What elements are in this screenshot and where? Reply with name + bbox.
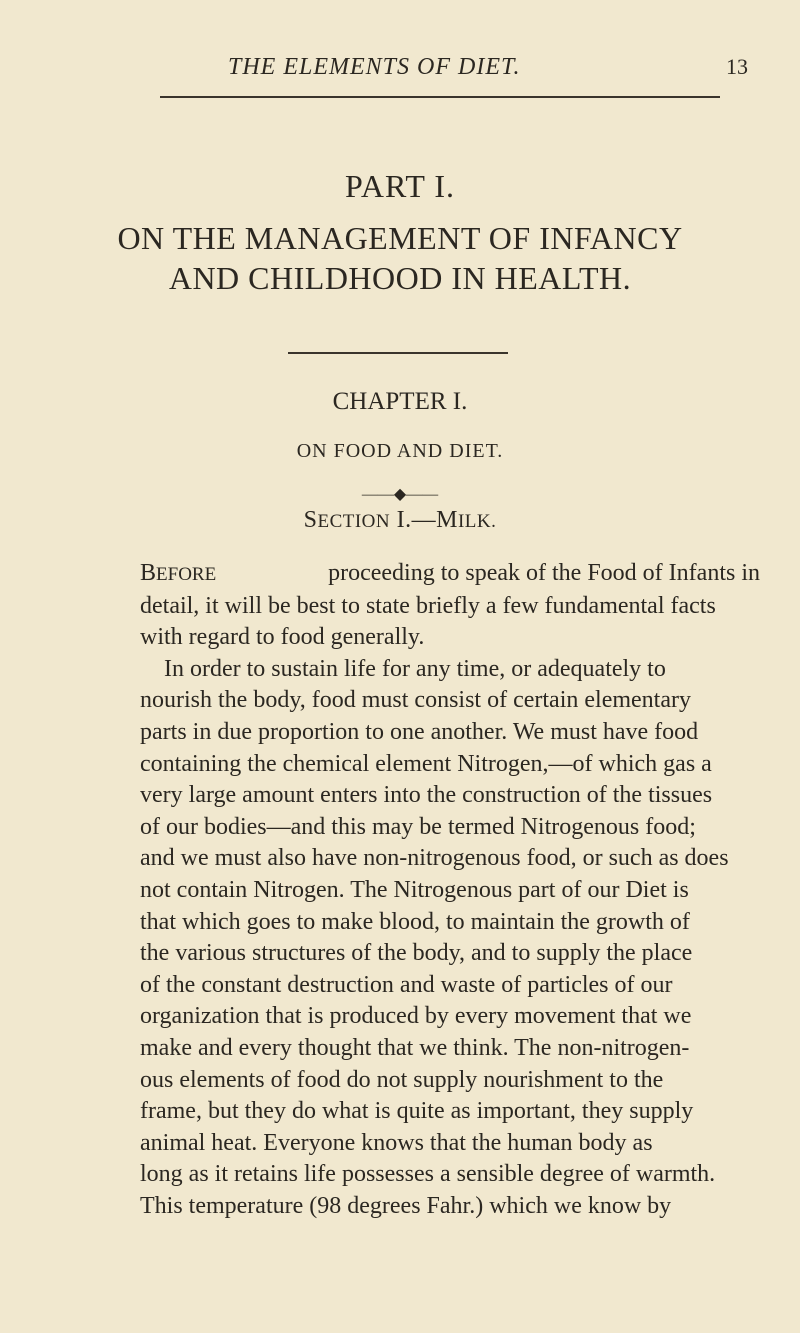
text-line: and we must also have non-nitrogenous food, or such as does bbox=[140, 845, 729, 872]
header-rule bbox=[160, 96, 720, 98]
text-line: of our bodies—and this may be termed Nitrogenous food; bbox=[140, 813, 696, 840]
part-rule bbox=[288, 352, 508, 354]
opening-word-initial: B bbox=[140, 560, 157, 586]
text-line: of the constant destruction and waste of particles of our bbox=[140, 971, 673, 998]
section-heading-word: ECTION bbox=[317, 511, 391, 532]
chapter-heading: CHAPTER I. bbox=[332, 388, 468, 415]
text-line: detail, it will be best to state briefly a few fundamental facts bbox=[140, 592, 716, 619]
body-text bbox=[140, 558, 760, 1222]
text-line: In order to sustain life for any time, or adequately to bbox=[164, 655, 666, 682]
text-line: the various structures of the body, and to supply the place bbox=[140, 940, 693, 967]
text-line: organization that is produced by every movement that we bbox=[140, 1003, 692, 1030]
opening-word-rest: EFORE bbox=[156, 564, 217, 585]
opening-word bbox=[140, 558, 216, 591]
part-title-line-1: ON THE MANAGEMENT OF INFANCY bbox=[117, 220, 683, 256]
section-heading-number: I.—M bbox=[390, 507, 458, 533]
section-heading-tail: ILK. bbox=[457, 511, 497, 532]
text-line: animal heat. Everyone knows that the human body as bbox=[140, 1129, 653, 1156]
text-line: containing the chemical element Nitrogen,—of which gas a bbox=[140, 750, 712, 777]
part-title-line-2: AND CHILDHOOD IN HEALTH. bbox=[168, 260, 632, 296]
text-line: very large amount enters into the construction of the tissues bbox=[140, 782, 713, 809]
text-line: frame, but they do what is quite as important, they supply bbox=[140, 1098, 694, 1125]
text-line: nourish the body, food must consist of certain elementary bbox=[140, 687, 691, 714]
part-heading: PART I. bbox=[344, 168, 455, 204]
running-head bbox=[150, 50, 750, 90]
running-title: THE ELEMENTS OF DIET. bbox=[228, 54, 521, 80]
text-line: with regard to food generally. bbox=[140, 624, 425, 651]
text-line: not contain Nitrogen. The Nitrogenous part of our Diet is bbox=[140, 876, 689, 903]
part-title bbox=[0, 218, 800, 298]
section-heading bbox=[0, 507, 800, 534]
ornament-divider: ——◆—— bbox=[361, 486, 439, 503]
text-line bbox=[140, 558, 760, 591]
text-line: make and every thought that we think. The non-nitrogen- bbox=[140, 1034, 690, 1061]
text-line: ous elements of food do not supply nourishment to the bbox=[140, 1066, 664, 1093]
page-number: 13 bbox=[726, 54, 748, 79]
text-line: that which goes to make blood, to maintain the growth of bbox=[140, 908, 690, 935]
chapter-subtitle: ON FOOD AND DIET. bbox=[296, 440, 504, 462]
text-line-content: proceeding to speak of the Food of Infants in bbox=[322, 560, 760, 586]
text-line: This temperature (98 degrees Fahr.) which we know by bbox=[140, 1192, 672, 1219]
text-line: long as it retains life possesses a sensible degree of warmth. bbox=[140, 1161, 716, 1188]
section-heading-initial: S bbox=[303, 507, 318, 533]
text-line: parts in due proportion to one another. We must have food bbox=[140, 718, 699, 745]
